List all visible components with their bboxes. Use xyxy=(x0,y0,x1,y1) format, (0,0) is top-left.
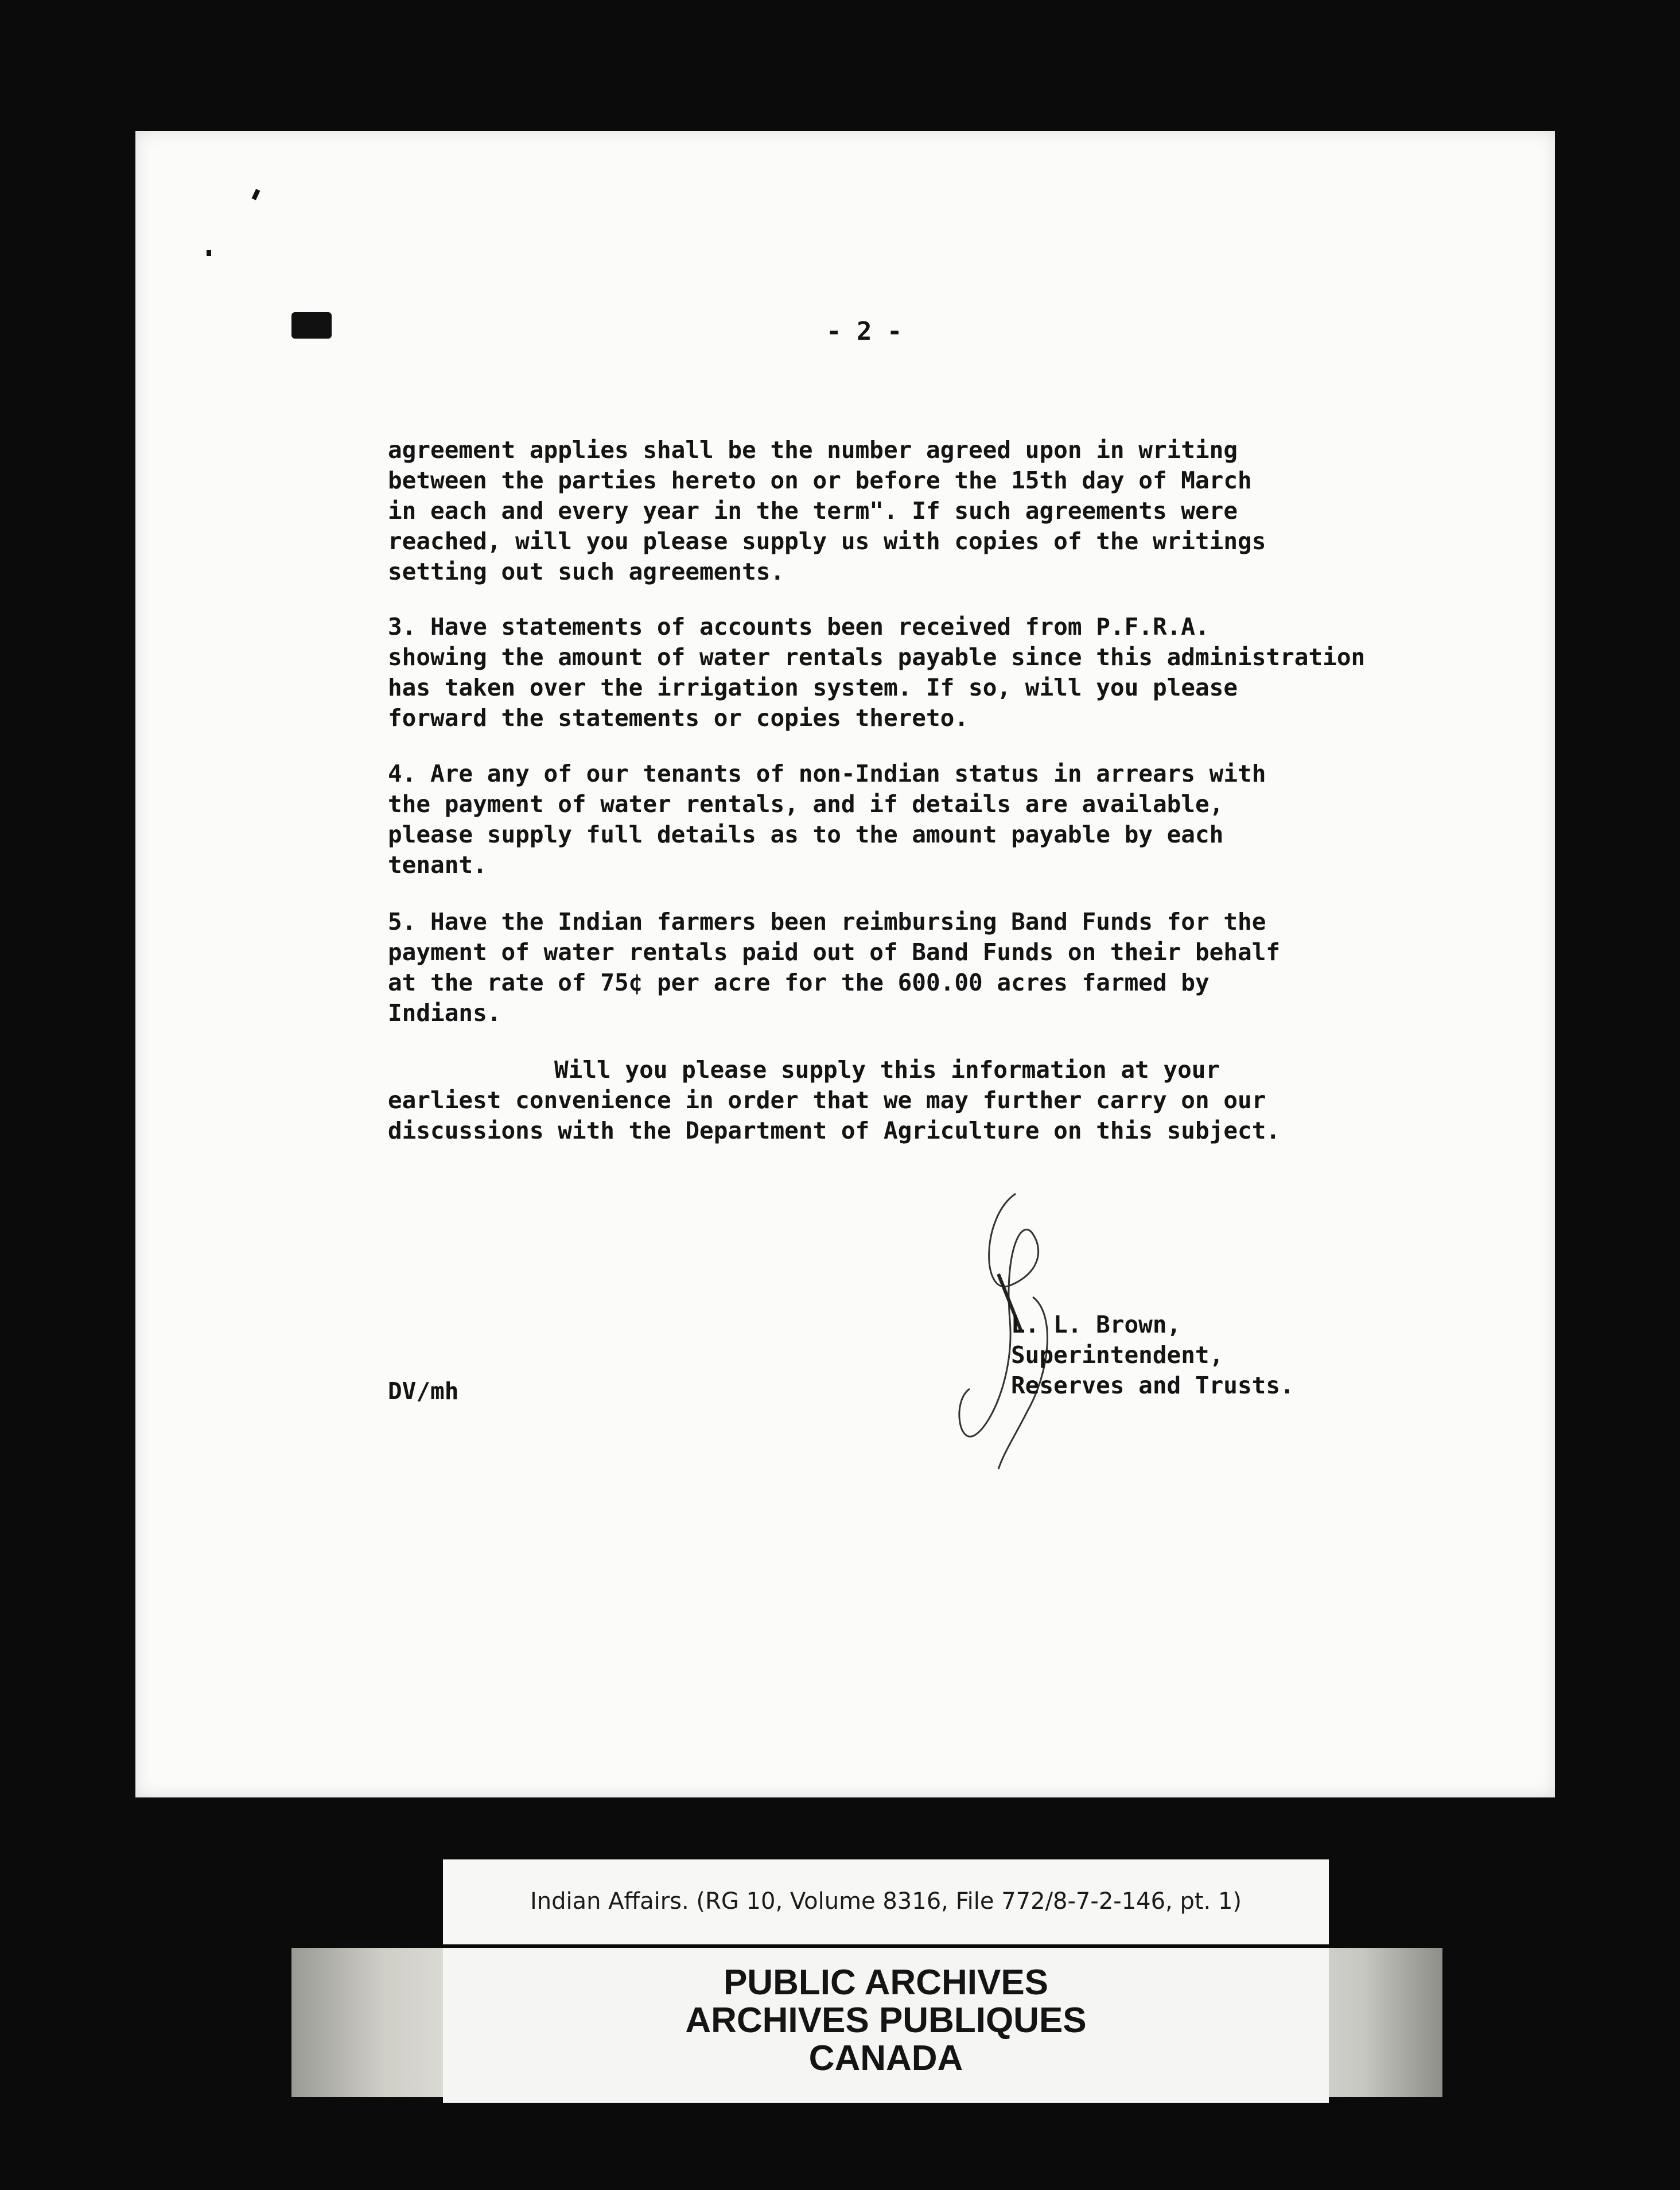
archives-line-1: PUBLIC ARCHIVES xyxy=(723,1963,1049,2002)
archives-line-3: CANADA xyxy=(808,2038,963,2078)
reference-initials: DV/mh xyxy=(388,1377,459,1405)
item-3-paragraph: 3. Have statements of accounts been received from P.F.R.A. showing the amount of water rentals payable since this administration has taken over the irrigation system. If so, will you please forward the statements or copies thereto. xyxy=(388,613,1366,732)
citation-label xyxy=(443,1859,1329,1944)
item-4-paragraph: 4. Are any of our tenants of non-Indian status in arrears with the payment of water rentals, and if details are available, please supply full details as to the amount payable by each tenant. xyxy=(388,760,1266,879)
archives-line-2: ARCHIVES PUBLIQUES xyxy=(685,2001,1087,2040)
signature-block: L. L. Brown, Superintendent, Reserves and Trusts. xyxy=(1011,1311,1294,1399)
item-5-paragraph: 5. Have the Indian farmers been reimbursing Band Funds for the payment of water rentals paid out of Band Funds on their behalf at the rate of 75¢ per acre for the 600.00 acres farmed by Indians. xyxy=(388,908,1281,1027)
page-number: - 2 - xyxy=(826,317,903,346)
continuation-paragraph: agreement applies shall be the number agreed upon in writing between the parties hereto on or before the 15th day of March in each and every year in the term". If such agreements were reached, will you please supply us with copies of the writings setting out such agreements. xyxy=(388,436,1266,585)
citation-text: Indian Affairs. (RG 10, Volume 8316, File 772/8-7-2-146, pt. 1) xyxy=(530,1888,1242,1915)
closing-paragraph: Will you please supply this information at your earliest convenience in order that we may further carry on our discussions with the Department of Agriculture on this subject. xyxy=(388,1056,1281,1144)
margin-ink-mark xyxy=(291,312,332,339)
margin-ink-dot xyxy=(207,250,211,256)
archive-stamp xyxy=(443,1948,1329,2103)
